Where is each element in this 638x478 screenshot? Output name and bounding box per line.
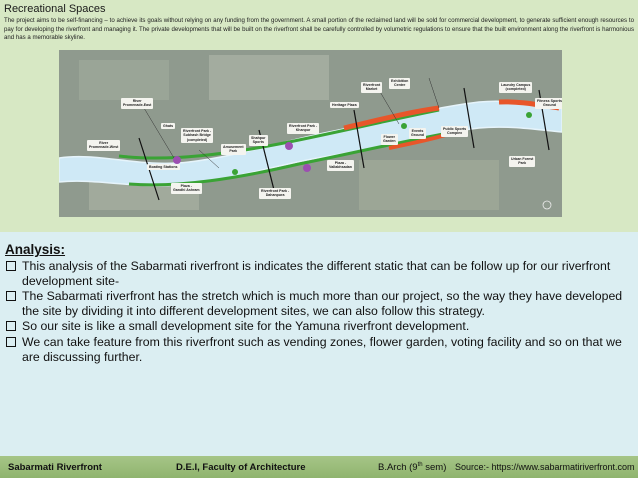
analysis-point: So our site is like a small development site for the Yamuna riverfront development. — [5, 319, 633, 334]
footer — [0, 456, 638, 478]
label-river-promenade-east: River Promenade-East — [123, 99, 152, 108]
label-urban-forest-park: Urban Forest Park — [511, 157, 534, 166]
intro-paragraph: The project aims to be self-financing – to achieve its goals without relying on any funding from the government. A small portion of the reclaimed land will be sold for commercial development, to generate sufficient enough resources to pay for developing the riverfront and managing it. The private developments that will be built on the riverfront shall be carefully controlled by volumetric regulations to ensure that the built environment along the riverfront is harmonious and has a memorable skyline. — [4, 17, 634, 42]
label-riverfront-park-khanpur: Riverfront Park - Khanpur — [289, 124, 318, 133]
city-block — [79, 60, 169, 100]
marker-purple — [303, 164, 311, 172]
footer-source: Source:- https://www.sabarmatiriverfront.com — [455, 462, 635, 472]
label-amusement-park: Amusement Park — [223, 145, 244, 154]
label-events-ground: Events Ground — [411, 129, 424, 138]
label-plaza-gandhi: Plaza - Gandhi Ashram — [173, 184, 200, 193]
label-plaza-vallabhsadan: Plaza - Vallabhsadan — [329, 161, 352, 170]
label-ghats: Ghats — [163, 124, 174, 128]
label-public-sports-complex: Public Sports Complex — [443, 127, 467, 136]
label-heritage-plaza: Heritage Plaza — [332, 103, 357, 107]
label-boating-station: Boating Stations — [149, 165, 178, 169]
checkbox-icon — [6, 337, 16, 347]
footer-project: Sabarmati Riverfront — [8, 462, 102, 473]
analysis-point: This analysis of the Sabarmati riverfront is indicates the different static that can be follow up for our riverfront development site- — [5, 259, 633, 288]
label-shahpur-sports: Shahpur Sports — [251, 136, 266, 145]
analysis-point: The Sabarmati riverfront has the stretch which is much more than our project, so the way they have developed the site by dividing it into different development sites, we can also follow this strategy. — [5, 289, 633, 318]
city-block — [209, 55, 329, 100]
page-title: Recreational Spaces — [4, 3, 106, 15]
label-river-promenade-west: River Promenade-West — [89, 141, 119, 150]
checkbox-icon — [6, 261, 16, 271]
marker-green — [526, 112, 532, 118]
analysis-section — [0, 232, 638, 456]
label-fitness-sports-ground: Fitness Sports Ground — [537, 99, 562, 108]
checkbox-icon — [6, 321, 16, 331]
marker-purple — [285, 142, 293, 150]
top-section — [0, 0, 638, 232]
city-block — [359, 160, 499, 210]
checkbox-icon — [6, 291, 16, 301]
label-exhibition-centre: Exhibition Centre — [391, 79, 409, 88]
analysis-points — [5, 259, 633, 365]
marker-green — [401, 123, 407, 129]
marker-green — [232, 169, 238, 175]
analysis-point: We can take feature from this riverfront such as vending zones, flower garden, voting facility and so on that we are discussing further. — [5, 335, 633, 364]
footer-institute: D.E.I, Faculty of Architecture — [176, 462, 306, 473]
label-laundry-campus: Laundry Campus (completed) — [501, 83, 531, 92]
footer-course: B.Arch (9th sem) — [378, 462, 447, 474]
analysis-title: Analysis: — [5, 242, 66, 257]
label-riverfront-market: Riverfront Market — [363, 83, 381, 92]
marker-purple — [173, 156, 181, 164]
label-riverfront-park-dahanpura: Riverfront Park - Dahanpura — [261, 189, 290, 198]
riverfront-map — [59, 50, 562, 217]
label-flower-garden: Flower Garden — [383, 135, 396, 144]
label-subhash-bridge-park: Riverfront Park - Subhash Bridge (completed) — [183, 129, 212, 142]
